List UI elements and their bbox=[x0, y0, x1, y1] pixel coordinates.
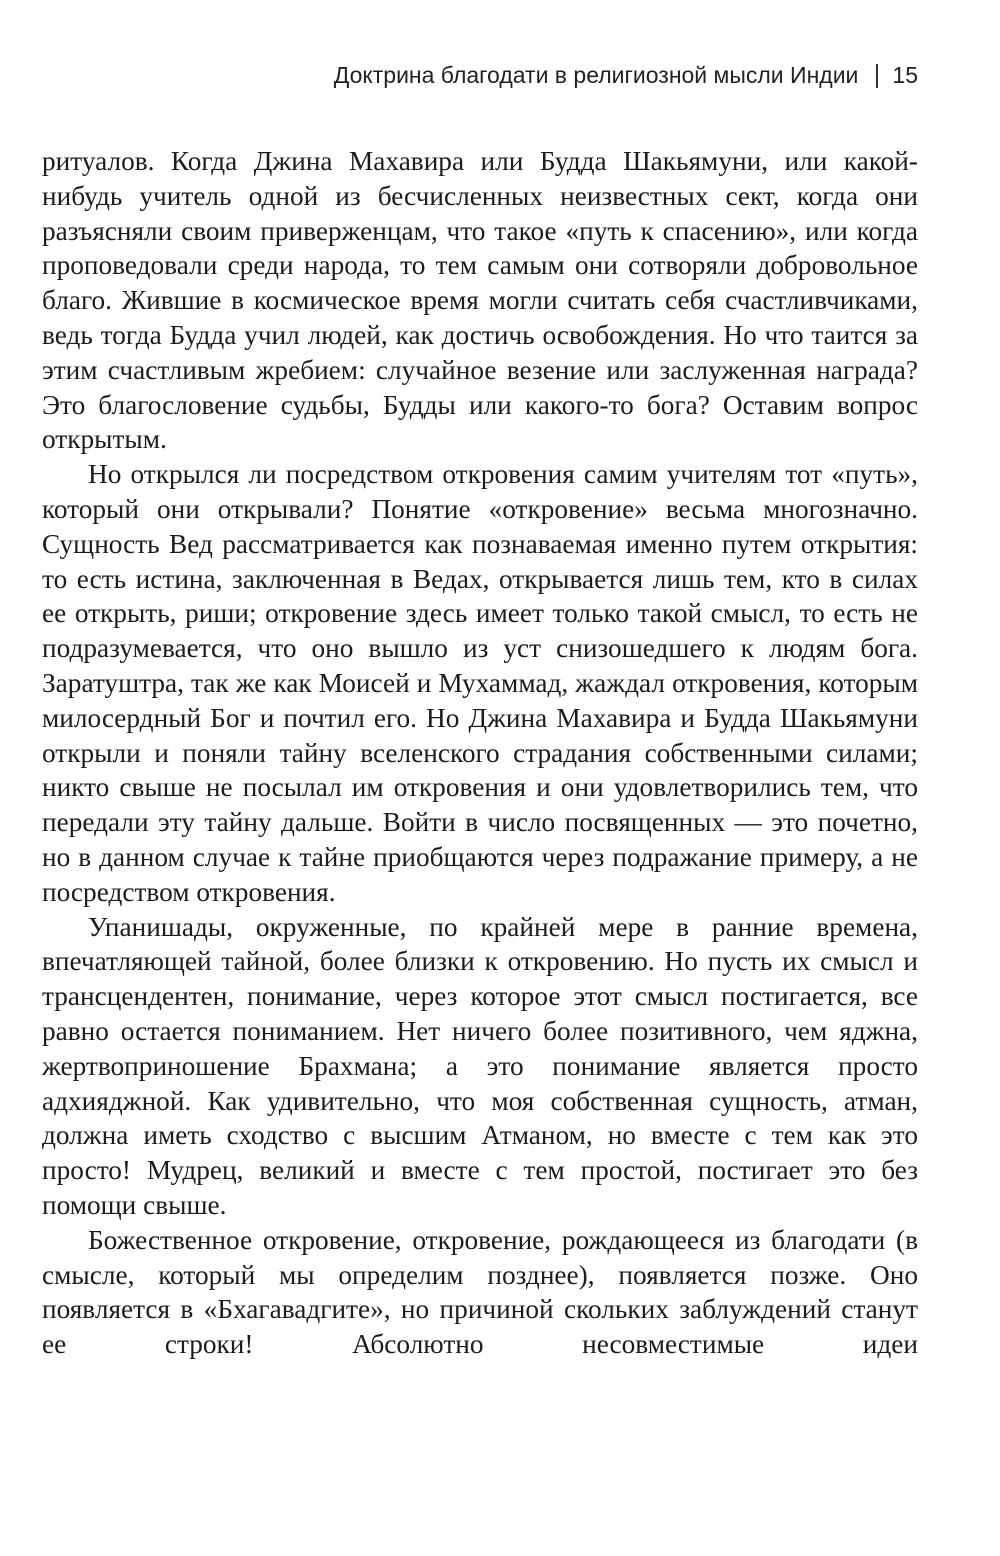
paragraph-1: ритуалов. Когда Джина Махавира или Будда Шакьямуни, или какой-нибудь учитель одной из бесчисленных неизвестных сект, когда они разъясняли своим приверженцам, что такое «путь к спасению», или когда проповедовали среди народа, то тем самым они сотворяли добровольное благо. Жившие в космическое время могли считать себя счастливчиками, ведь тогда Будда учил людей, как достичь освобождения. Но что таится за этим счастливым жребием: случайное везение или заслуженная награда? Это благословение судьбы, Будды или какого-то бога? Оставим вопрос открытым. bbox=[42, 146, 918, 455]
running-header bbox=[334, 62, 918, 89]
paragraph-3: Упанишады, окруженные, по крайней мере в ранние времена, впечатляющей тайной, более близки к откровению. Но пусть их смысл и трансцендентен, понимание, через которое этот смысл постигается, все равно остается пониманием. Нет ничего более позитивного, чем яджна, жертвоприношение Брахмана; а это понимание является просто адхияджной. Как удивительно, что моя собственная сущность, атман, должна иметь сходство с высшим Атманом, но вместе с тем как это просто! Мудрец, великий и вместе с тем простой, постигает это без помощи свыше. bbox=[42, 911, 918, 1220]
body-text bbox=[42, 144, 918, 1362]
paragraph-4: Божественное откровение, откровение, рождающееся из благодати (в смысле, который мы определим позднее), появляется позже. Оно появляется в «Бхагавадгите», но причиной скольких заблуждений станут ее строки! Абсолютно несовместимые идеи bbox=[42, 1224, 918, 1360]
paragraph-2: Но открылся ли посредством откровения самим учителям тот «путь», который они открывали? Понятие «откровение» весьма многозначно. Сущность Вед рассматривается как познаваемая именно путем открытия: то есть истина, заключенная в Ведах, открывается лишь тем, кто в силах ее открыть, риши; откровение здесь имеет только такой смысл, то есть не подразумевается, что оно вышло из уст снизошедшего к людям бога. Заратуштра, так же как Моисей и Мухаммад, жаждал откровения, которым милосердный Бог и почтил его. Но Джина Махавира и Будда Шакьямуни открыли и поняли тайну вселенского страдания собственными силами; никто свыше не посылал им откровения и они удовлетворились тем, что передали эту тайну дальше. Войти в число посвященных — это почетно, но в данном случае к тайне приобщаются через подражание примеру, а не посредством откровения. bbox=[42, 459, 918, 907]
page-number: 15 bbox=[892, 62, 918, 88]
header-separator bbox=[876, 64, 878, 88]
running-header-title: Доктрина благодати в религиозной мысли Индии bbox=[333, 62, 859, 88]
